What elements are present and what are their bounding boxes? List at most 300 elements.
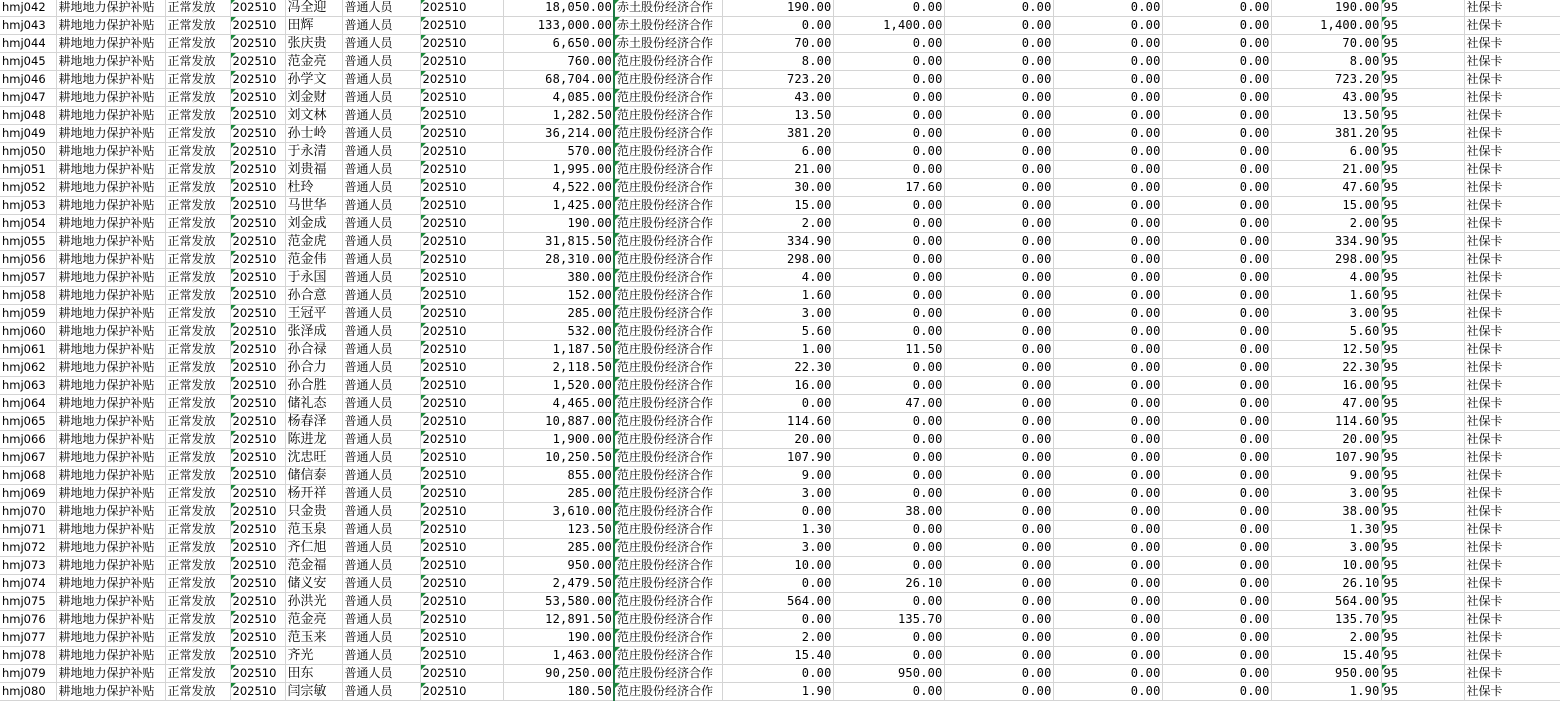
cell-base-amount[interactable]: 53,580.00 [503, 593, 614, 611]
cell-status[interactable]: 正常发放 [165, 0, 230, 17]
cell-organization[interactable]: 范庄股份经济合作 [614, 413, 722, 431]
cell-payment-method[interactable]: 社保卡 [1464, 35, 1560, 53]
cell-period-2[interactable]: 202510 [420, 449, 503, 467]
cell-payment-method[interactable]: 社保卡 [1464, 71, 1560, 89]
cell-id[interactable]: hmj047 [0, 89, 56, 107]
cell-id[interactable]: hmj077 [0, 629, 56, 647]
cell-payment-method[interactable]: 社保卡 [1464, 287, 1560, 305]
cell-status[interactable]: 正常发放 [165, 161, 230, 179]
cell-payment-method[interactable]: 社保卡 [1464, 665, 1560, 683]
cell-subsidy-type[interactable]: 耕地地力保护补贴 [56, 377, 165, 395]
cell-organization[interactable]: 范庄股份经济合作 [614, 215, 722, 233]
cell-total[interactable]: 298.00 [1271, 251, 1381, 269]
cell-base-amount[interactable]: 190.00 [503, 215, 614, 233]
cell-subsidy-type[interactable]: 耕地地力保护补贴 [56, 449, 165, 467]
cell-amount-4[interactable]: 0.00 [1053, 521, 1162, 539]
cell-amount-4[interactable]: 0.00 [1053, 467, 1162, 485]
cell-subsidy-type[interactable]: 耕地地力保护补贴 [56, 305, 165, 323]
cell-id[interactable]: hmj068 [0, 467, 56, 485]
cell-amount-4[interactable]: 0.00 [1053, 233, 1162, 251]
cell-id[interactable]: hmj056 [0, 251, 56, 269]
cell-payment-method[interactable]: 社保卡 [1464, 179, 1560, 197]
cell-id[interactable]: hmj059 [0, 305, 56, 323]
cell-period[interactable]: 202510 [230, 467, 285, 485]
cell-amount-2[interactable]: 0.00 [833, 35, 944, 53]
cell-base-amount[interactable]: 285.00 [503, 539, 614, 557]
cell-id[interactable]: hmj063 [0, 377, 56, 395]
cell-rate[interactable]: 95 [1381, 575, 1464, 593]
cell-amount-5[interactable]: 0.00 [1162, 629, 1271, 647]
cell-amount-3[interactable]: 0.00 [944, 197, 1053, 215]
cell-organization[interactable]: 范庄股份经济合作 [614, 575, 722, 593]
cell-amount-5[interactable]: 0.00 [1162, 125, 1271, 143]
cell-total[interactable]: 13.50 [1271, 107, 1381, 125]
cell-name[interactable]: 储礼态 [285, 395, 342, 413]
cell-status[interactable]: 正常发放 [165, 269, 230, 287]
cell-amount-5[interactable]: 0.00 [1162, 161, 1271, 179]
cell-amount-1[interactable]: 9.00 [722, 467, 833, 485]
cell-amount-1[interactable]: 334.90 [722, 233, 833, 251]
cell-subsidy-type[interactable]: 耕地地力保护补贴 [56, 215, 165, 233]
cell-period-2[interactable]: 202510 [420, 539, 503, 557]
cell-person-type[interactable]: 普通人员 [342, 107, 420, 125]
cell-organization[interactable]: 范庄股份经济合作 [614, 539, 722, 557]
cell-name[interactable]: 张庆贵 [285, 35, 342, 53]
cell-amount-3[interactable]: 0.00 [944, 431, 1053, 449]
cell-period[interactable]: 202510 [230, 53, 285, 71]
cell-status[interactable]: 正常发放 [165, 647, 230, 665]
cell-subsidy-type[interactable]: 耕地地力保护补贴 [56, 557, 165, 575]
cell-amount-4[interactable]: 0.00 [1053, 611, 1162, 629]
cell-amount-2[interactable]: 0.00 [833, 161, 944, 179]
cell-amount-3[interactable]: 0.00 [944, 575, 1053, 593]
cell-id[interactable]: hmj065 [0, 413, 56, 431]
cell-person-type[interactable]: 普通人员 [342, 161, 420, 179]
cell-id[interactable]: hmj046 [0, 71, 56, 89]
cell-person-type[interactable]: 普通人员 [342, 341, 420, 359]
cell-amount-3[interactable]: 0.00 [944, 233, 1053, 251]
cell-person-type[interactable]: 普通人员 [342, 665, 420, 683]
cell-amount-5[interactable]: 0.00 [1162, 395, 1271, 413]
cell-person-type[interactable]: 普通人员 [342, 647, 420, 665]
cell-amount-1[interactable]: 564.00 [722, 593, 833, 611]
cell-amount-5[interactable]: 0.00 [1162, 251, 1271, 269]
cell-id[interactable]: hmj062 [0, 359, 56, 377]
cell-total[interactable]: 1.30 [1271, 521, 1381, 539]
cell-subsidy-type[interactable]: 耕地地力保护补贴 [56, 143, 165, 161]
cell-period[interactable]: 202510 [230, 359, 285, 377]
cell-amount-3[interactable]: 0.00 [944, 539, 1053, 557]
cell-status[interactable]: 正常发放 [165, 215, 230, 233]
cell-amount-5[interactable]: 0.00 [1162, 143, 1271, 161]
cell-base-amount[interactable]: 6,650.00 [503, 35, 614, 53]
cell-amount-2[interactable]: 1,400.00 [833, 17, 944, 35]
cell-status[interactable]: 正常发放 [165, 539, 230, 557]
cell-period-2[interactable]: 202510 [420, 395, 503, 413]
cell-total[interactable]: 334.90 [1271, 233, 1381, 251]
cell-id[interactable]: hmj060 [0, 323, 56, 341]
cell-amount-3[interactable]: 0.00 [944, 503, 1053, 521]
cell-amount-4[interactable]: 0.00 [1053, 143, 1162, 161]
cell-organization[interactable]: 范庄股份经济合作 [614, 359, 722, 377]
cell-base-amount[interactable]: 68,704.00 [503, 71, 614, 89]
cell-rate[interactable]: 95 [1381, 449, 1464, 467]
cell-total[interactable]: 3.00 [1271, 539, 1381, 557]
cell-organization[interactable]: 范庄股份经济合作 [614, 683, 722, 701]
cell-amount-5[interactable]: 0.00 [1162, 359, 1271, 377]
cell-organization[interactable]: 范庄股份经济合作 [614, 467, 722, 485]
cell-period[interactable]: 202510 [230, 305, 285, 323]
cell-name[interactable]: 储信泰 [285, 467, 342, 485]
cell-name[interactable]: 范金虎 [285, 233, 342, 251]
cell-payment-method[interactable]: 社保卡 [1464, 431, 1560, 449]
cell-amount-4[interactable]: 0.00 [1053, 665, 1162, 683]
cell-organization[interactable]: 范庄股份经济合作 [614, 449, 722, 467]
cell-name[interactable]: 孙合意 [285, 287, 342, 305]
cell-amount-3[interactable]: 0.00 [944, 71, 1053, 89]
cell-total[interactable]: 21.00 [1271, 161, 1381, 179]
cell-payment-method[interactable]: 社保卡 [1464, 593, 1560, 611]
cell-status[interactable]: 正常发放 [165, 17, 230, 35]
cell-person-type[interactable]: 普通人员 [342, 215, 420, 233]
cell-amount-3[interactable]: 0.00 [944, 359, 1053, 377]
cell-amount-1[interactable]: 8.00 [722, 53, 833, 71]
cell-amount-2[interactable]: 0.00 [833, 0, 944, 17]
cell-status[interactable]: 正常发放 [165, 557, 230, 575]
cell-organization[interactable]: 范庄股份经济合作 [614, 485, 722, 503]
cell-amount-3[interactable]: 0.00 [944, 143, 1053, 161]
cell-amount-4[interactable]: 0.00 [1053, 557, 1162, 575]
cell-base-amount[interactable]: 28,310.00 [503, 251, 614, 269]
cell-rate[interactable]: 95 [1381, 665, 1464, 683]
cell-amount-3[interactable]: 0.00 [944, 557, 1053, 575]
cell-amount-5[interactable]: 0.00 [1162, 593, 1271, 611]
cell-total[interactable]: 47.00 [1271, 395, 1381, 413]
cell-subsidy-type[interactable]: 耕地地力保护补贴 [56, 593, 165, 611]
cell-payment-method[interactable]: 社保卡 [1464, 467, 1560, 485]
cell-amount-1[interactable]: 2.00 [722, 629, 833, 647]
cell-amount-1[interactable]: 1.60 [722, 287, 833, 305]
cell-total[interactable]: 5.60 [1271, 323, 1381, 341]
cell-amount-4[interactable]: 0.00 [1053, 377, 1162, 395]
cell-rate[interactable]: 95 [1381, 611, 1464, 629]
cell-organization[interactable]: 范庄股份经济合作 [614, 593, 722, 611]
cell-base-amount[interactable]: 1,995.00 [503, 161, 614, 179]
cell-period[interactable]: 202510 [230, 449, 285, 467]
cell-base-amount[interactable]: 3,610.00 [503, 503, 614, 521]
cell-id[interactable]: hmj073 [0, 557, 56, 575]
cell-status[interactable]: 正常发放 [165, 665, 230, 683]
cell-amount-2[interactable]: 38.00 [833, 503, 944, 521]
cell-organization[interactable]: 范庄股份经济合作 [614, 269, 722, 287]
cell-name[interactable]: 孙士岭 [285, 125, 342, 143]
cell-payment-method[interactable]: 社保卡 [1464, 323, 1560, 341]
cell-amount-5[interactable]: 0.00 [1162, 0, 1271, 17]
cell-amount-4[interactable]: 0.00 [1053, 17, 1162, 35]
cell-period[interactable]: 202510 [230, 485, 285, 503]
cell-organization[interactable]: 范庄股份经济合作 [614, 251, 722, 269]
cell-name[interactable]: 于永国 [285, 269, 342, 287]
cell-amount-3[interactable]: 0.00 [944, 629, 1053, 647]
cell-status[interactable]: 正常发放 [165, 107, 230, 125]
cell-amount-1[interactable]: 0.00 [722, 665, 833, 683]
cell-status[interactable]: 正常发放 [165, 323, 230, 341]
cell-base-amount[interactable]: 1,187.50 [503, 341, 614, 359]
cell-amount-2[interactable]: 0.00 [833, 431, 944, 449]
cell-status[interactable]: 正常发放 [165, 629, 230, 647]
cell-person-type[interactable]: 普通人员 [342, 323, 420, 341]
cell-name[interactable]: 刘金成 [285, 215, 342, 233]
cell-amount-4[interactable]: 0.00 [1053, 449, 1162, 467]
cell-subsidy-type[interactable]: 耕地地力保护补贴 [56, 665, 165, 683]
cell-amount-2[interactable]: 0.00 [833, 521, 944, 539]
cell-person-type[interactable]: 普通人员 [342, 269, 420, 287]
cell-subsidy-type[interactable]: 耕地地力保护补贴 [56, 647, 165, 665]
cell-amount-1[interactable]: 1.00 [722, 341, 833, 359]
cell-status[interactable]: 正常发放 [165, 143, 230, 161]
cell-period[interactable]: 202510 [230, 557, 285, 575]
cell-amount-1[interactable]: 0.00 [722, 575, 833, 593]
cell-organization[interactable]: 范庄股份经济合作 [614, 305, 722, 323]
cell-period[interactable]: 202510 [230, 89, 285, 107]
cell-payment-method[interactable]: 社保卡 [1464, 305, 1560, 323]
cell-rate[interactable]: 95 [1381, 215, 1464, 233]
cell-status[interactable]: 正常发放 [165, 575, 230, 593]
cell-base-amount[interactable]: 18,050.00 [503, 0, 614, 17]
cell-person-type[interactable]: 普通人员 [342, 233, 420, 251]
cell-period[interactable]: 202510 [230, 179, 285, 197]
cell-rate[interactable]: 95 [1381, 647, 1464, 665]
cell-amount-2[interactable]: 0.00 [833, 449, 944, 467]
cell-amount-5[interactable]: 0.00 [1162, 71, 1271, 89]
cell-name[interactable]: 刘文林 [285, 107, 342, 125]
cell-subsidy-type[interactable]: 耕地地力保护补贴 [56, 359, 165, 377]
cell-name[interactable]: 马世华 [285, 197, 342, 215]
cell-subsidy-type[interactable]: 耕地地力保护补贴 [56, 17, 165, 35]
cell-payment-method[interactable]: 社保卡 [1464, 539, 1560, 557]
cell-amount-4[interactable]: 0.00 [1053, 323, 1162, 341]
cell-organization[interactable]: 范庄股份经济合作 [614, 197, 722, 215]
cell-base-amount[interactable]: 4,465.00 [503, 395, 614, 413]
cell-person-type[interactable]: 普通人员 [342, 251, 420, 269]
cell-rate[interactable]: 95 [1381, 593, 1464, 611]
cell-organization[interactable]: 范庄股份经济合作 [614, 629, 722, 647]
cell-period-2[interactable]: 202510 [420, 197, 503, 215]
cell-base-amount[interactable]: 152.00 [503, 287, 614, 305]
cell-payment-method[interactable]: 社保卡 [1464, 629, 1560, 647]
cell-payment-method[interactable]: 社保卡 [1464, 575, 1560, 593]
cell-total[interactable]: 8.00 [1271, 53, 1381, 71]
cell-person-type[interactable]: 普通人员 [342, 197, 420, 215]
cell-person-type[interactable]: 普通人员 [342, 179, 420, 197]
cell-amount-3[interactable]: 0.00 [944, 179, 1053, 197]
cell-base-amount[interactable]: 285.00 [503, 305, 614, 323]
cell-period[interactable]: 202510 [230, 215, 285, 233]
cell-amount-4[interactable]: 0.00 [1053, 431, 1162, 449]
cell-amount-1[interactable]: 3.00 [722, 539, 833, 557]
cell-period-2[interactable]: 202510 [420, 161, 503, 179]
cell-period-2[interactable]: 202510 [420, 35, 503, 53]
cell-amount-5[interactable]: 0.00 [1162, 269, 1271, 287]
cell-amount-2[interactable]: 0.00 [833, 683, 944, 701]
cell-name[interactable]: 孙合力 [285, 359, 342, 377]
cell-organization[interactable]: 范庄股份经济合作 [614, 143, 722, 161]
cell-base-amount[interactable]: 4,522.00 [503, 179, 614, 197]
cell-person-type[interactable]: 普通人员 [342, 413, 420, 431]
cell-amount-5[interactable]: 0.00 [1162, 287, 1271, 305]
cell-id[interactable]: hmj080 [0, 683, 56, 701]
cell-id[interactable]: hmj076 [0, 611, 56, 629]
cell-organization[interactable]: 赤土股份经济合作 [614, 0, 722, 17]
cell-base-amount[interactable]: 10,887.00 [503, 413, 614, 431]
cell-period-2[interactable]: 202510 [420, 503, 503, 521]
cell-rate[interactable]: 95 [1381, 323, 1464, 341]
cell-amount-4[interactable]: 0.00 [1053, 125, 1162, 143]
cell-amount-1[interactable]: 723.20 [722, 71, 833, 89]
cell-id[interactable]: hmj052 [0, 179, 56, 197]
cell-name[interactable]: 杜玲 [285, 179, 342, 197]
cell-amount-3[interactable]: 0.00 [944, 377, 1053, 395]
cell-period-2[interactable]: 202510 [420, 125, 503, 143]
cell-period-2[interactable]: 202510 [420, 305, 503, 323]
cell-base-amount[interactable]: 950.00 [503, 557, 614, 575]
cell-id[interactable]: hmj069 [0, 485, 56, 503]
cell-amount-5[interactable]: 0.00 [1162, 413, 1271, 431]
cell-amount-5[interactable]: 0.00 [1162, 197, 1271, 215]
cell-amount-2[interactable]: 0.00 [833, 269, 944, 287]
cell-amount-1[interactable]: 3.00 [722, 485, 833, 503]
cell-period-2[interactable]: 202510 [420, 323, 503, 341]
cell-person-type[interactable]: 普通人员 [342, 557, 420, 575]
cell-status[interactable]: 正常发放 [165, 305, 230, 323]
cell-total[interactable]: 1.90 [1271, 683, 1381, 701]
cell-id[interactable]: hmj070 [0, 503, 56, 521]
cell-subsidy-type[interactable]: 耕地地力保护补贴 [56, 503, 165, 521]
cell-id[interactable]: hmj054 [0, 215, 56, 233]
cell-amount-5[interactable]: 0.00 [1162, 557, 1271, 575]
cell-period-2[interactable]: 202510 [420, 215, 503, 233]
cell-period[interactable]: 202510 [230, 683, 285, 701]
cell-amount-5[interactable]: 0.00 [1162, 647, 1271, 665]
cell-amount-1[interactable]: 21.00 [722, 161, 833, 179]
cell-organization[interactable]: 范庄股份经济合作 [614, 233, 722, 251]
cell-rate[interactable]: 95 [1381, 341, 1464, 359]
cell-total[interactable]: 20.00 [1271, 431, 1381, 449]
cell-base-amount[interactable]: 532.00 [503, 323, 614, 341]
cell-person-type[interactable]: 普通人员 [342, 593, 420, 611]
cell-total[interactable]: 3.00 [1271, 305, 1381, 323]
cell-amount-2[interactable]: 0.00 [833, 359, 944, 377]
cell-amount-1[interactable]: 0.00 [722, 503, 833, 521]
cell-subsidy-type[interactable]: 耕地地力保护补贴 [56, 485, 165, 503]
cell-status[interactable]: 正常发放 [165, 683, 230, 701]
cell-period[interactable]: 202510 [230, 233, 285, 251]
cell-person-type[interactable]: 普通人员 [342, 359, 420, 377]
cell-rate[interactable]: 95 [1381, 539, 1464, 557]
cell-payment-method[interactable]: 社保卡 [1464, 161, 1560, 179]
cell-total[interactable]: 4.00 [1271, 269, 1381, 287]
cell-period[interactable]: 202510 [230, 251, 285, 269]
cell-rate[interactable]: 95 [1381, 359, 1464, 377]
cell-organization[interactable]: 范庄股份经济合作 [614, 521, 722, 539]
cell-amount-3[interactable]: 0.00 [944, 0, 1053, 17]
cell-subsidy-type[interactable]: 耕地地力保护补贴 [56, 161, 165, 179]
cell-id[interactable]: hmj074 [0, 575, 56, 593]
cell-name[interactable]: 储义安 [285, 575, 342, 593]
cell-subsidy-type[interactable]: 耕地地力保护补贴 [56, 0, 165, 17]
cell-period[interactable]: 202510 [230, 431, 285, 449]
cell-subsidy-type[interactable]: 耕地地力保护补贴 [56, 341, 165, 359]
cell-period-2[interactable]: 202510 [420, 89, 503, 107]
cell-amount-4[interactable]: 0.00 [1053, 197, 1162, 215]
cell-base-amount[interactable]: 36,214.00 [503, 125, 614, 143]
cell-payment-method[interactable]: 社保卡 [1464, 107, 1560, 125]
cell-amount-4[interactable]: 0.00 [1053, 359, 1162, 377]
cell-subsidy-type[interactable]: 耕地地力保护补贴 [56, 125, 165, 143]
cell-name[interactable]: 齐光 [285, 647, 342, 665]
cell-rate[interactable]: 95 [1381, 89, 1464, 107]
cell-amount-1[interactable]: 6.00 [722, 143, 833, 161]
cell-amount-5[interactable]: 0.00 [1162, 575, 1271, 593]
cell-amount-4[interactable]: 0.00 [1053, 179, 1162, 197]
cell-amount-1[interactable]: 15.00 [722, 197, 833, 215]
cell-subsidy-type[interactable]: 耕地地力保护补贴 [56, 35, 165, 53]
cell-organization[interactable]: 范庄股份经济合作 [614, 287, 722, 305]
cell-id[interactable]: hmj049 [0, 125, 56, 143]
cell-status[interactable]: 正常发放 [165, 467, 230, 485]
cell-status[interactable]: 正常发放 [165, 593, 230, 611]
cell-rate[interactable]: 95 [1381, 377, 1464, 395]
cell-amount-5[interactable]: 0.00 [1162, 683, 1271, 701]
cell-id[interactable]: hmj075 [0, 593, 56, 611]
cell-period[interactable]: 202510 [230, 413, 285, 431]
cell-name[interactable]: 范金亮 [285, 611, 342, 629]
cell-organization[interactable]: 范庄股份经济合作 [614, 107, 722, 125]
cell-base-amount[interactable]: 31,815.50 [503, 233, 614, 251]
cell-organization[interactable]: 范庄股份经济合作 [614, 431, 722, 449]
cell-status[interactable]: 正常发放 [165, 359, 230, 377]
cell-subsidy-type[interactable]: 耕地地力保护补贴 [56, 467, 165, 485]
cell-amount-3[interactable]: 0.00 [944, 467, 1053, 485]
cell-total[interactable]: 723.20 [1271, 71, 1381, 89]
cell-payment-method[interactable]: 社保卡 [1464, 377, 1560, 395]
cell-payment-method[interactable]: 社保卡 [1464, 449, 1560, 467]
cell-amount-2[interactable]: 0.00 [833, 143, 944, 161]
cell-organization[interactable]: 赤土股份经济合作 [614, 17, 722, 35]
cell-payment-method[interactable]: 社保卡 [1464, 251, 1560, 269]
cell-amount-2[interactable]: 0.00 [833, 323, 944, 341]
cell-amount-4[interactable]: 0.00 [1053, 413, 1162, 431]
cell-person-type[interactable]: 普通人员 [342, 629, 420, 647]
cell-total[interactable]: 9.00 [1271, 467, 1381, 485]
cell-period[interactable]: 202510 [230, 197, 285, 215]
cell-amount-4[interactable]: 0.00 [1053, 629, 1162, 647]
cell-amount-2[interactable]: 0.00 [833, 593, 944, 611]
cell-subsidy-type[interactable]: 耕地地力保护补贴 [56, 629, 165, 647]
cell-amount-4[interactable]: 0.00 [1053, 683, 1162, 701]
cell-id[interactable]: hmj058 [0, 287, 56, 305]
cell-status[interactable]: 正常发放 [165, 413, 230, 431]
cell-amount-5[interactable]: 0.00 [1162, 305, 1271, 323]
cell-amount-2[interactable]: 47.00 [833, 395, 944, 413]
cell-period-2[interactable]: 202510 [420, 629, 503, 647]
cell-period[interactable]: 202510 [230, 611, 285, 629]
cell-rate[interactable]: 95 [1381, 35, 1464, 53]
cell-period[interactable]: 202510 [230, 395, 285, 413]
cell-amount-4[interactable]: 0.00 [1053, 0, 1162, 17]
cell-rate[interactable]: 95 [1381, 521, 1464, 539]
cell-name[interactable]: 刘贵福 [285, 161, 342, 179]
